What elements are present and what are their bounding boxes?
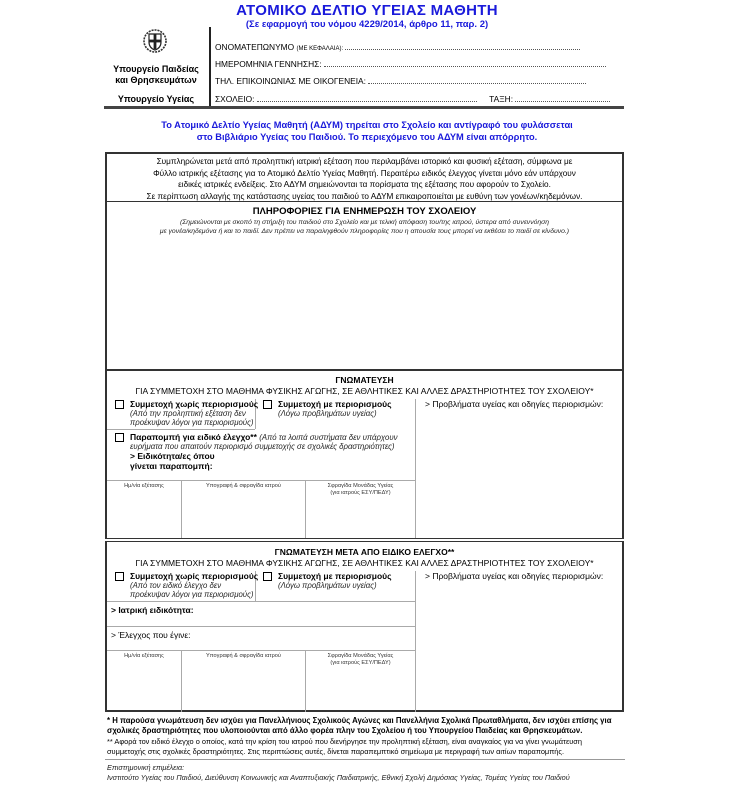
- credit-label: Επιστημονική επιμέλεια:: [107, 763, 185, 772]
- grid-line: [107, 601, 415, 602]
- header-divider-vertical: [209, 27, 211, 107]
- after-specialty-label: > Ιατρική ειδικότητα:: [111, 605, 194, 615]
- name-input-line[interactable]: [345, 41, 580, 50]
- option-after-with-restrictions-label: Συμμετοχή με περιορισμούς: [278, 571, 392, 581]
- after-check-label: > Έλεγχος που έγινε:: [111, 630, 191, 640]
- class-label: ΤΑΞΗ:: [489, 94, 514, 104]
- footer-divider: [105, 759, 625, 760]
- intro-line2: Φύλλο ιατρικής εξέτασης για το Ατομικό Δελτίο Υγείας Μαθητή. Περαιτέρω ειδικός έλεγχος γίνεται μόνο εάν υπάρχουν: [153, 168, 576, 178]
- option-with-restrictions-label: Συμμετοχή με περιορισμούς: [278, 399, 392, 409]
- birthdate-input-line[interactable]: [324, 58, 606, 67]
- grid-line: [107, 626, 415, 627]
- option-with-restrictions[interactable]: [263, 399, 392, 418]
- footnote-1: [107, 716, 627, 736]
- assessment-after-subheading: ΓΙΑ ΣΥΜΜΕΤΟΧΗ ΣΤΟ ΜΑΘΗΜΑ ΦΥΣΙΚΗΣ ΑΓΩΓΗΣ, ΣΕ ΑΘΛΗΤΙΚΕΣ ΚΑΙ ΑΛΛΕΣ ΔΡΑΣΤΗΡΙΟΤΗΤΕΣ ΤΟΥ ΣΧΟΛΕΙΟΥ*: [135, 558, 594, 568]
- credit-text: Ινστιτούτο Υγείας του Παιδιού, Διεύθυνση Κοινωνικής και Αναπτυξιακής Παιδιατρικής, Εθνική Σχολή Δημόσιας Υγείας, Τομέας Υγείας του Παιδιού: [107, 773, 570, 782]
- intro-line1: Συμπληρώνεται μετά από προληπτική ιατρική εξέταση που περιλαμβάνει ιστορικό και φυσική εξέταση, σύμφωνα με: [156, 157, 573, 166]
- school-label: ΣΧΟΛΕΙΟ:: [215, 94, 255, 104]
- grid-line: [107, 480, 415, 481]
- grid-line: [107, 429, 255, 430]
- after-signature-date-caption: Ημ/νία εξέτασης: [124, 653, 164, 659]
- after-signature-unit-caption: [306, 653, 415, 667]
- school-info-section[interactable]: [105, 201, 624, 369]
- scientific-credit: [107, 763, 627, 783]
- signature-date-caption: Ημ/νία εξέτασης: [124, 483, 164, 489]
- option-no-restrictions[interactable]: [115, 399, 258, 427]
- option-after-no-restrictions[interactable]: [115, 571, 258, 599]
- school-input-line[interactable]: [257, 93, 477, 102]
- after-problems-label: > Προβλήματα υγείας και οδηγίες περιορισμών:: [425, 571, 604, 581]
- signature-unit-caption-line2: (για ιατρούς ΕΣΥ/ΠΕΔΥ): [330, 490, 391, 496]
- school-info-note-line1: (Σημειώνονται με σκοπό τη στήριξη του παιδιού στο Σχολείο και με τελική απόφαση του/της ιατρού, ύστερα από συνεννόηση: [179, 219, 550, 226]
- school-info-input-area[interactable]: [111, 240, 618, 365]
- option-referral[interactable]: [115, 432, 415, 471]
- problems-input-area[interactable]: [419, 413, 618, 535]
- grid-line: [415, 399, 416, 539]
- assessment-after-heading: ΓΝΩΜΑΤΕΥΣΗ ΜΕΤΑ ΑΠΟ ΕΙΔΙΚΟ ΕΛΕΓΧΟ**: [274, 547, 455, 557]
- signature-unit-caption-line1: Σφραγίδα Μονάδας Υγείας: [327, 483, 394, 489]
- greek-coat-of-arms-icon: [143, 29, 167, 53]
- option-after-no-restrictions-note1: (Από τον ειδικό έλεγχο δεν: [130, 581, 222, 591]
- option-after-with-restrictions[interactable]: [263, 571, 392, 590]
- intro-line4: Σε περίπτωση αλλαγής της κατάστασης υγείας του παιδιού το ΑΔΥΜ επικαιροποιείται με ευθύνη των γονέων/κηδεμόνων.: [146, 191, 583, 201]
- option-no-restrictions-note2: προέκυψαν λόγοι για περιορισμούς): [130, 418, 254, 428]
- checkbox-no-restrictions[interactable]: [115, 400, 124, 409]
- signature-doctor-caption: Υπογραφή & σφραγίδα ιατρού: [206, 483, 281, 489]
- phone-label: ΤΗΛ. ΕΠΙΚΟΙΝΩΝΙΑΣ ΜΕ ΟΙΚΟΓΕΝΕΙΑ:: [215, 76, 366, 86]
- option-referral-note2: ευρήματα που απαιτούν περιορισμό συμμετοχής σε σχολικές δραστηριότητες): [130, 442, 395, 452]
- grid-line: [107, 650, 415, 651]
- school-info-heading: ΠΛΗΡΟΦΟΡΙΕΣ ΓΙΑ ΕΝΗΜΕΡΩΣΗ ΤΟΥ ΣΧΟΛΕΙΟΥ: [252, 206, 477, 217]
- school-info-note: [107, 218, 622, 236]
- assessment-after-section: [105, 542, 624, 712]
- option-after-no-restrictions-label: Συμμετοχή χωρίς περιορισμούς: [130, 571, 259, 581]
- checkbox-after-with-restrictions[interactable]: [263, 572, 272, 581]
- assessment-subheading: ΓΙΑ ΣΥΜΜΕΤΟΧΗ ΣΤΟ ΜΑΘΗΜΑ ΦΥΣΙΚΗΣ ΑΓΩΓΗΣ, ΣΕ ΑΘΛΗΤΙΚΕΣ ΚΑΙ ΑΛΛΕΣ ΔΡΑΣΤΗΡΙΟΤΗΤΕΣ ΤΟΥ ΣΧΟΛΕΙΟΥ*: [135, 386, 594, 396]
- intro-box: [105, 152, 624, 202]
- ministry-education-label: [104, 64, 208, 86]
- footnote-2-line1: ** Αφορά τον ειδικό έλεγχο ο οποίος, κατά την κρίση του ιατρού που διενήργησε την προληπτική εξέταση, είναι αναγκαίος για να γίνει γνωμάτευση: [107, 737, 582, 746]
- signature-unit-caption: [306, 483, 415, 497]
- assessment-section: [105, 369, 624, 539]
- birthdate-label: ΗΜΕΡΟΜΗΝΙΑ ΓΕΝΝΗΣΗΣ:: [215, 59, 322, 69]
- checkbox-referral[interactable]: [115, 433, 124, 442]
- footnote-2: [107, 737, 627, 757]
- option-after-with-restrictions-note: (Λόγω προβλημάτων υγείας): [278, 581, 377, 591]
- birthdate-field[interactable]: [215, 58, 606, 69]
- class-input-line[interactable]: [515, 93, 610, 102]
- grid-line: [415, 571, 416, 712]
- referral-specialty-label-line1: > Ειδικότητα/ες όπου: [130, 451, 215, 462]
- option-after-no-restrictions-note2: προέκυψαν λόγοι για περιορισμούς): [130, 590, 254, 600]
- after-signature-doctor-caption: Υπογραφή & σφραγίδα ιατρού: [206, 653, 281, 659]
- after-signature-unit-caption-line1: Σφραγίδα Μονάδας Υγείας: [327, 653, 394, 659]
- option-referral-label: Παραπομπή για ειδικό έλεγχο**: [130, 432, 257, 442]
- footnote-2-line2: συμμετοχής στις σχολικές δραστηριότητες. Στις περιπτώσεις αυτές, δίνεται παραπεμπτικό σημείωμα με περιγραφή των αιτίων παραπομπής.: [107, 747, 565, 756]
- ministry-education-line1: Υπουργείο Παιδείας: [113, 64, 199, 74]
- footnote-1-line2: σχολικές δραστηριότητες που υλοποιούνται από άλλο φορέα πλην του Σχολείου ή του Υπουργείου Παιδείας και Θρησκευμάτων.: [107, 726, 583, 735]
- checkbox-after-no-restrictions[interactable]: [115, 572, 124, 581]
- phone-input-line[interactable]: [368, 75, 586, 84]
- option-referral-note1: (Από τα λοιπά συστήματα δεν υπάρχουν: [259, 433, 398, 442]
- name-hint: (ΜΕ ΚΕΦΑΛΑΙΑ):: [296, 46, 344, 52]
- option-no-restrictions-label: Συμμετοχή χωρίς περιορισμούς: [130, 399, 259, 409]
- checkbox-with-restrictions[interactable]: [263, 400, 272, 409]
- school-field[interactable]: [215, 93, 610, 104]
- header-divider-horizontal: [104, 106, 624, 109]
- intro-line3: ειδικές ιατρικές ενδείξεις. Στο ΑΔΥΜ σημειώνονται τα πορίσματα της εξέτασης που αφορούν το Σχολείο.: [178, 180, 551, 189]
- document-subtitle: (Σε εφαρμογή του νόμου 4229/2014, άρθρο 11, παρ. 2): [245, 19, 489, 30]
- option-with-restrictions-note: (Λόγω προβλημάτων υγείας): [278, 409, 377, 419]
- ministry-health-label: Υπουργείο Υγείας: [117, 94, 195, 104]
- after-problems-input-area[interactable]: [419, 585, 618, 706]
- assessment-heading: ΓΝΩΜΑΤΕΥΣΗ: [335, 375, 394, 385]
- after-signature-unit-caption-line2: (για ιατρούς ΕΣΥ/ΠΕΔΥ): [330, 660, 391, 666]
- option-no-restrictions-note1: (Από την προληπτική εξέταση δεν: [130, 409, 246, 419]
- notice-line1: Το Ατομικό Δελτίο Υγείας Μαθητή (ΑΔΥΜ) τηρείται στο Σχολείο και αντίγραφό του φυλάσσεται: [161, 120, 573, 130]
- name-label: ΟΝΟΜΑΤΕΠΩΝΥΜΟ: [215, 42, 295, 52]
- referral-specialty-label-line2: γίνεται παραπομπή:: [130, 461, 213, 472]
- confidentiality-notice: [0, 119, 734, 143]
- school-info-note-line2: με γονέα/κηδεμόνα ή και το παιδί. Δεν πρέπει να παραληφθούν πληροφορίες που η απουσία τους μπορεί να εκθέσει το παιδί σε κίνδυνο.): [159, 228, 570, 235]
- phone-field[interactable]: [215, 75, 586, 86]
- name-field[interactable]: [215, 41, 580, 52]
- ministry-education-line2: και Θρησκευμάτων: [115, 75, 197, 85]
- notice-line2: στο Βιβλιάριο Υγείας του Παιδιού. Το περιεχόμενο του ΑΔΥΜ είναι απόρρητο.: [196, 132, 538, 142]
- problems-label: > Προβλήματα υγείας και οδηγίες περιορισμών:: [425, 399, 604, 409]
- document-title: ΑΤΟΜΙΚΟ ΔΕΛΤΙΟ ΥΓΕΙΑΣ ΜΑΘΗΤΗ: [236, 2, 498, 19]
- footnote-1-line1: * Η παρούσα γνωμάτευση δεν ισχύει για Πανελλήνιους Σχολικούς Αγώνες και Πανελλήνια Σχολικά Πρωταθλήματα, δεν ισχύει επίσης για: [107, 716, 612, 725]
